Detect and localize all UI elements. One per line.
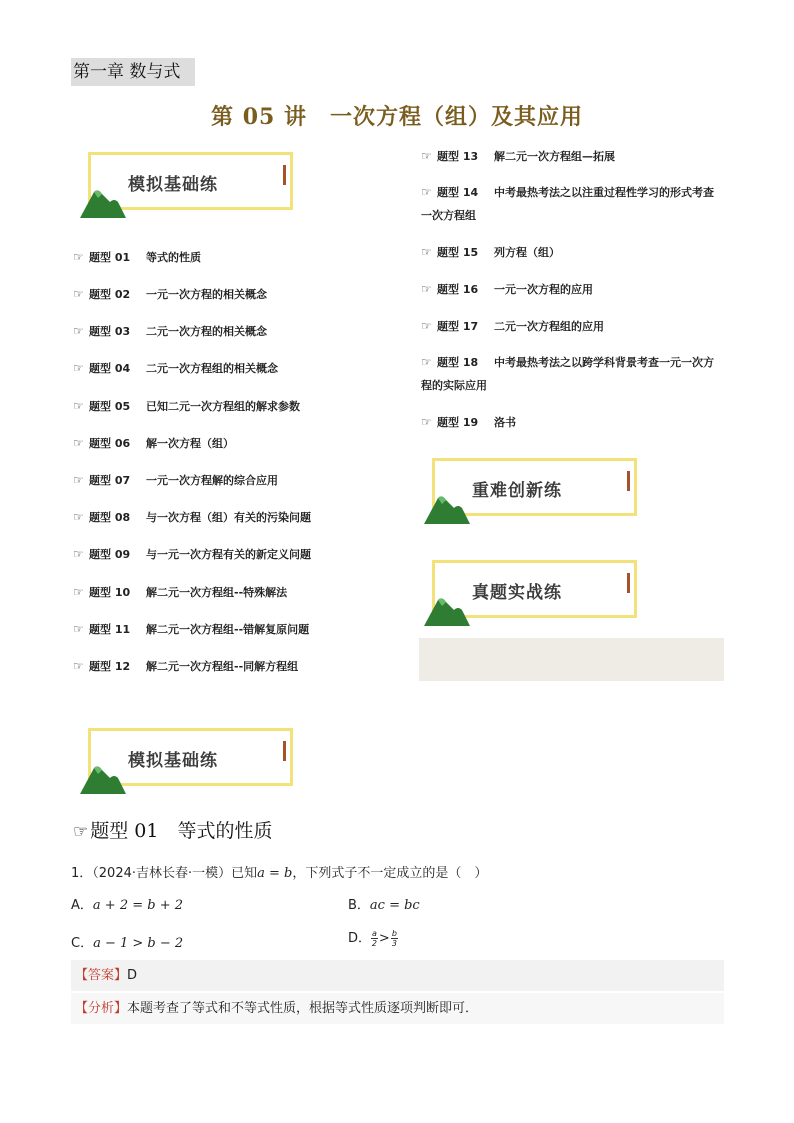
mountain-icon: [80, 762, 126, 794]
toc-text: 与一元一次方程有关的新定义问题: [146, 548, 311, 561]
banner-label: 重难创新练: [472, 481, 562, 501]
toc-num: 题型 02: [89, 288, 131, 301]
mountain-icon: [80, 186, 126, 218]
page-title: 第 05 讲 一次方程（组）及其应用: [211, 104, 583, 130]
pointing-hand-icon: ☞: [421, 355, 432, 369]
toc-num: 题型 15: [437, 246, 479, 259]
option-c: C．a − 1 > b − 2: [71, 936, 184, 951]
toc-item[interactable]: [73, 618, 309, 637]
toc-text: 解二元一次方程组—拓展: [494, 150, 615, 163]
banner-basic-2: [80, 728, 296, 794]
toc-text: 已知二元一次方程组的解求参数: [146, 400, 300, 413]
toc-item[interactable]: [421, 315, 604, 334]
answer-value: D: [127, 968, 138, 983]
pointing-hand-icon: ☞: [421, 149, 432, 163]
analysis-tag: 【分析】: [75, 1001, 128, 1016]
toc-item[interactable]: [421, 350, 717, 396]
toc-item[interactable]: [421, 180, 717, 226]
toc-item[interactable]: [73, 246, 201, 265]
toc-num: 题型 07: [89, 474, 131, 487]
chapter-label: 第一章 数与式: [71, 58, 195, 86]
toc-text: 与一次方程（组）有关的污染问题: [146, 511, 311, 524]
toc-item[interactable]: [73, 432, 234, 451]
pointing-hand-icon: ☞: [421, 415, 432, 429]
toc-text: 二元一次方程的相关概念: [146, 325, 267, 338]
toc-num: 题型 11: [89, 623, 131, 636]
toc-num: 题型 12: [89, 660, 131, 673]
analysis-text: 本题考查了等式和不等式性质，根据等式性质逐项判断即可．: [127, 1001, 479, 1016]
pointing-hand-icon: ☞: [73, 287, 84, 301]
option-d: D． $\frac{a}{2}$ > $\frac{b}{3}$: [348, 929, 397, 948]
pointing-hand-icon: ☞: [73, 659, 84, 673]
banner-basic: [80, 152, 296, 218]
toc-item[interactable]: [73, 283, 267, 302]
toc-num: 题型 06: [89, 437, 131, 450]
placeholder-box: [419, 638, 724, 681]
toc-num: 题型 03: [89, 325, 131, 338]
question-stem: [71, 862, 487, 881]
toc-text: 等式的性质: [146, 251, 201, 264]
pointing-hand-icon: ☞: [73, 361, 84, 375]
section-num: 题型 01: [90, 820, 159, 842]
pointing-hand-icon: ☞: [73, 473, 84, 487]
toc-item[interactable]: [73, 543, 311, 562]
toc-text: 一元一次方程解的综合应用: [146, 474, 278, 487]
banner-label: 模拟基础练: [128, 751, 218, 771]
toc-text: 解二元一次方程组--错解复原问题: [146, 623, 310, 636]
toc-item[interactable]: [73, 469, 278, 488]
toc-text: 二元一次方程组的应用: [494, 320, 604, 333]
toc-item[interactable]: [73, 320, 267, 339]
analysis-bar: [71, 993, 724, 1024]
toc-item[interactable]: [421, 145, 615, 164]
banner-label: 真题实战练: [472, 583, 562, 603]
toc-item[interactable]: [421, 278, 593, 297]
toc-text: 二元一次方程组的相关概念: [146, 362, 278, 375]
toc-text: 一元一次方程的应用: [494, 283, 593, 296]
banner-real: [424, 560, 640, 626]
toc-num: 题型 10: [89, 586, 131, 599]
toc-item[interactable]: [421, 411, 516, 430]
pointing-hand-icon: ☞: [73, 822, 89, 842]
toc-num: 题型 19: [437, 416, 479, 429]
pointing-hand-icon: ☞: [73, 510, 84, 524]
pointing-hand-icon: ☞: [73, 250, 84, 264]
toc-num: 题型 18: [437, 356, 479, 369]
pointing-hand-icon: ☞: [73, 399, 84, 413]
pointing-hand-icon: ☞: [421, 185, 432, 199]
toc-item[interactable]: [73, 357, 278, 376]
toc-text: 中考最热考法之以注重过程性学习的形式考查一次方程组: [421, 186, 714, 222]
option-a: A．a + 2 = b + 2: [71, 898, 183, 913]
banner-hard: [424, 458, 640, 524]
toc-text: 中考最热考法之以跨学科背景考查一元一次方程的实际应用: [421, 356, 714, 392]
toc-item[interactable]: [73, 655, 298, 674]
pointing-hand-icon: ☞: [421, 245, 432, 259]
toc-text: 一元一次方程的相关概念: [146, 288, 267, 301]
pointing-hand-icon: ☞: [421, 319, 432, 333]
toc-num: 题型 04: [89, 362, 131, 375]
toc-item[interactable]: [73, 581, 287, 600]
toc-item[interactable]: [73, 506, 311, 525]
mountain-icon: [424, 492, 470, 524]
question-prefix: 1．（2024·吉林长春·一模）已知: [71, 866, 258, 881]
toc-text: 列方程（组）: [494, 246, 560, 259]
mountain-icon: [424, 594, 470, 626]
toc-text: 解一次方程（组）: [146, 437, 234, 450]
toc-item[interactable]: [421, 241, 560, 260]
pointing-hand-icon: ☞: [73, 585, 84, 599]
answer-tag: 【答案】: [75, 968, 128, 983]
toc-num: 题型 09: [89, 548, 131, 561]
option-b: B．ac = bc: [348, 898, 420, 913]
toc-num: 题型 01: [89, 251, 131, 264]
question-suffix: ，下列式子不一定成立的是（ ）: [292, 866, 488, 881]
toc-num: 题型 08: [89, 511, 131, 524]
answer-bar: [71, 960, 724, 991]
toc-num: 题型 17: [437, 320, 479, 333]
pointing-hand-icon: ☞: [73, 622, 84, 636]
question-condition: a = b: [257, 866, 293, 881]
toc-num: 题型 13: [437, 150, 479, 163]
banner-label: 模拟基础练: [128, 175, 218, 195]
pointing-hand-icon: ☞: [73, 436, 84, 450]
toc-item[interactable]: [73, 395, 300, 414]
pointing-hand-icon: ☞: [73, 324, 84, 338]
section-heading: [73, 816, 273, 843]
toc-text: 解二元一次方程组--特殊解法: [146, 586, 288, 599]
toc-num: 题型 14: [437, 186, 479, 199]
toc-num: 题型 16: [437, 283, 479, 296]
section-text: 等式的性质: [177, 820, 273, 842]
pointing-hand-icon: ☞: [421, 282, 432, 296]
toc-text: 洛书: [494, 416, 516, 429]
toc-num: 题型 05: [89, 400, 131, 413]
pointing-hand-icon: ☞: [73, 547, 84, 561]
toc-text: 解二元一次方程组--同解方程组: [146, 660, 299, 673]
